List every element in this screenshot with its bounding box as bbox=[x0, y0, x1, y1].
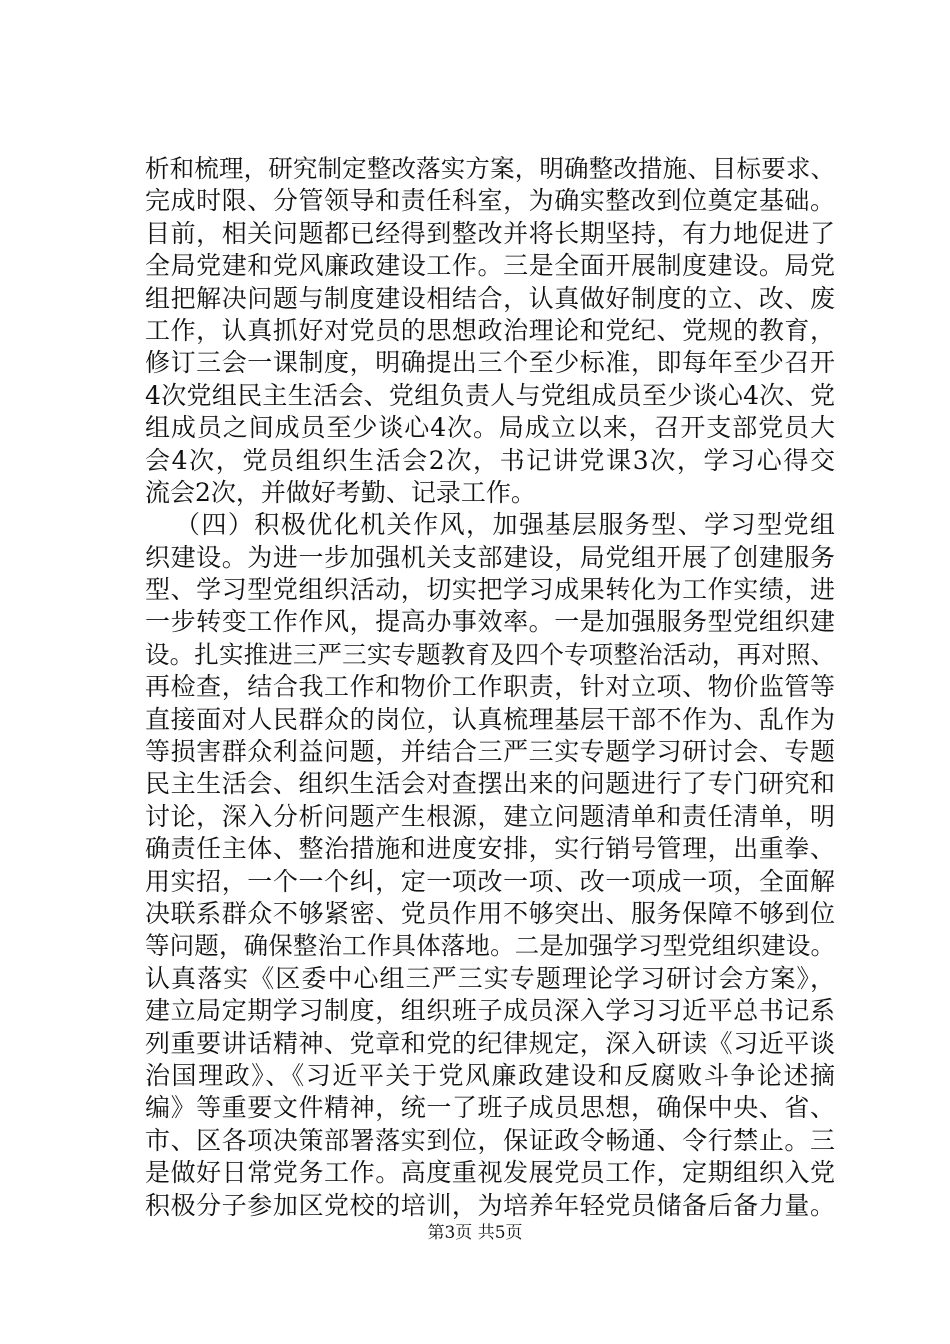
text-line: 民主生活会、组织生活会对查摆出来的问题进行了专门研究和 bbox=[145, 769, 835, 799]
page-footer: 第3页 共5页 bbox=[427, 1223, 523, 1243]
text-line: 编》等重要文件精神，统一了班子成员思想，确保中央、省、 bbox=[145, 1093, 835, 1123]
text-line: 积极分子参加区党校的培训，为培养年轻党员储备后备力量。 bbox=[145, 1190, 835, 1220]
text-line: 等损害群众利益问题，并结合三严三实专题学习研讨会、专题 bbox=[145, 737, 835, 767]
text-line: 流会2次，并做好考勤、记录工作。 bbox=[145, 477, 536, 507]
text-line: 认真落实《区委中心组三严三实专题理论学习研讨会方案》， bbox=[145, 963, 835, 993]
text-line: 确责任主体、整治措施和进度安排，实行销号管理，出重拳、 bbox=[145, 834, 835, 864]
text-line: 治国理政》、《习近平关于党风廉政建设和反腐败斗争论述摘 bbox=[145, 1060, 835, 1090]
text-line: 析和梳理，研究制定整改落实方案，明确整改措施、目标要求、 bbox=[145, 154, 835, 183]
text-line: 建立局定期学习制度，组织班子成员深入学习习近平总书记系 bbox=[145, 996, 835, 1026]
text-line: 型、学习型党组织活动，切实把学习成果转化为工作实绩，进 bbox=[145, 575, 835, 605]
text-line: 直接面对人民群众的岗位，认真梳理基层干部不作为、乱作为 bbox=[145, 704, 835, 734]
text-line: 工作，认真抓好对党员的思想政治理论和党纪、党规的教育， bbox=[145, 315, 835, 345]
text-line: 决联系群众不够紧密、党员作用不够突出、服务保障不够到位 bbox=[145, 898, 835, 928]
text-line: 织建设。为进一步加强机关支部建设，局党组开展了创建服务 bbox=[145, 542, 835, 572]
text-line: 完成时限、分管领导和责任科室，为确实整改到位奠定基础。 bbox=[145, 186, 835, 216]
text-line: 全局党建和党风廉政建设工作。三是全面开展制度建设。局党 bbox=[145, 251, 835, 281]
text-line: 会4次，党员组织生活会2次，书记讲党课3次，学习心得交 bbox=[145, 445, 835, 475]
text-line: 讨论，深入分析问题产生根源，建立问题清单和责任清单，明 bbox=[145, 801, 835, 831]
text-line: 用实招，一个一个纠，定一项改一项、改一项成一项，全面解 bbox=[145, 866, 835, 896]
text-line: 再检查，结合我工作和物价工作职责，针对立项、物价监管等 bbox=[145, 672, 835, 702]
text-line: 修订三会一课制度，明确提出三个至少标准，即每年至少召开 bbox=[145, 348, 835, 378]
text-line: （四）积极优化机关作风，加强基层服务型、学习型党组 bbox=[175, 510, 835, 540]
text-line: 组把解决问题与制度建设相结合，认真做好制度的立、改、废 bbox=[145, 283, 835, 313]
text-line: 设。扎实推进三严三实专题教育及四个专项整治活动，再对照、 bbox=[145, 639, 835, 669]
text-line: 目前，相关问题都已经得到整改并将长期坚持，有力地促进了 bbox=[145, 218, 835, 248]
text-line: 是做好日常党务工作。高度重视发展党员工作，定期组织入党 bbox=[145, 1158, 835, 1188]
body-text bbox=[145, 153, 835, 1222]
text-line: 4次党组民主生活会、党组负责人与党组成员至少谈心4次、党 bbox=[145, 380, 835, 410]
text-line: 列重要讲话精神、党章和党的纪律规定，深入研读《习近平谈 bbox=[145, 1028, 835, 1058]
text-line: 一步转变工作作风，提高办事效率。一是加强服务型党组织建 bbox=[145, 607, 835, 637]
text-line: 等问题，确保整治工作具体落地。二是加强学习型党组织建设。 bbox=[145, 931, 835, 961]
text-line: 组成员之间成员至少谈心4次。局成立以来，召开支部党员大 bbox=[145, 413, 835, 443]
text-line: 市、区各项决策部署落实到位，保证政令畅通、令行禁止。三 bbox=[145, 1125, 835, 1155]
